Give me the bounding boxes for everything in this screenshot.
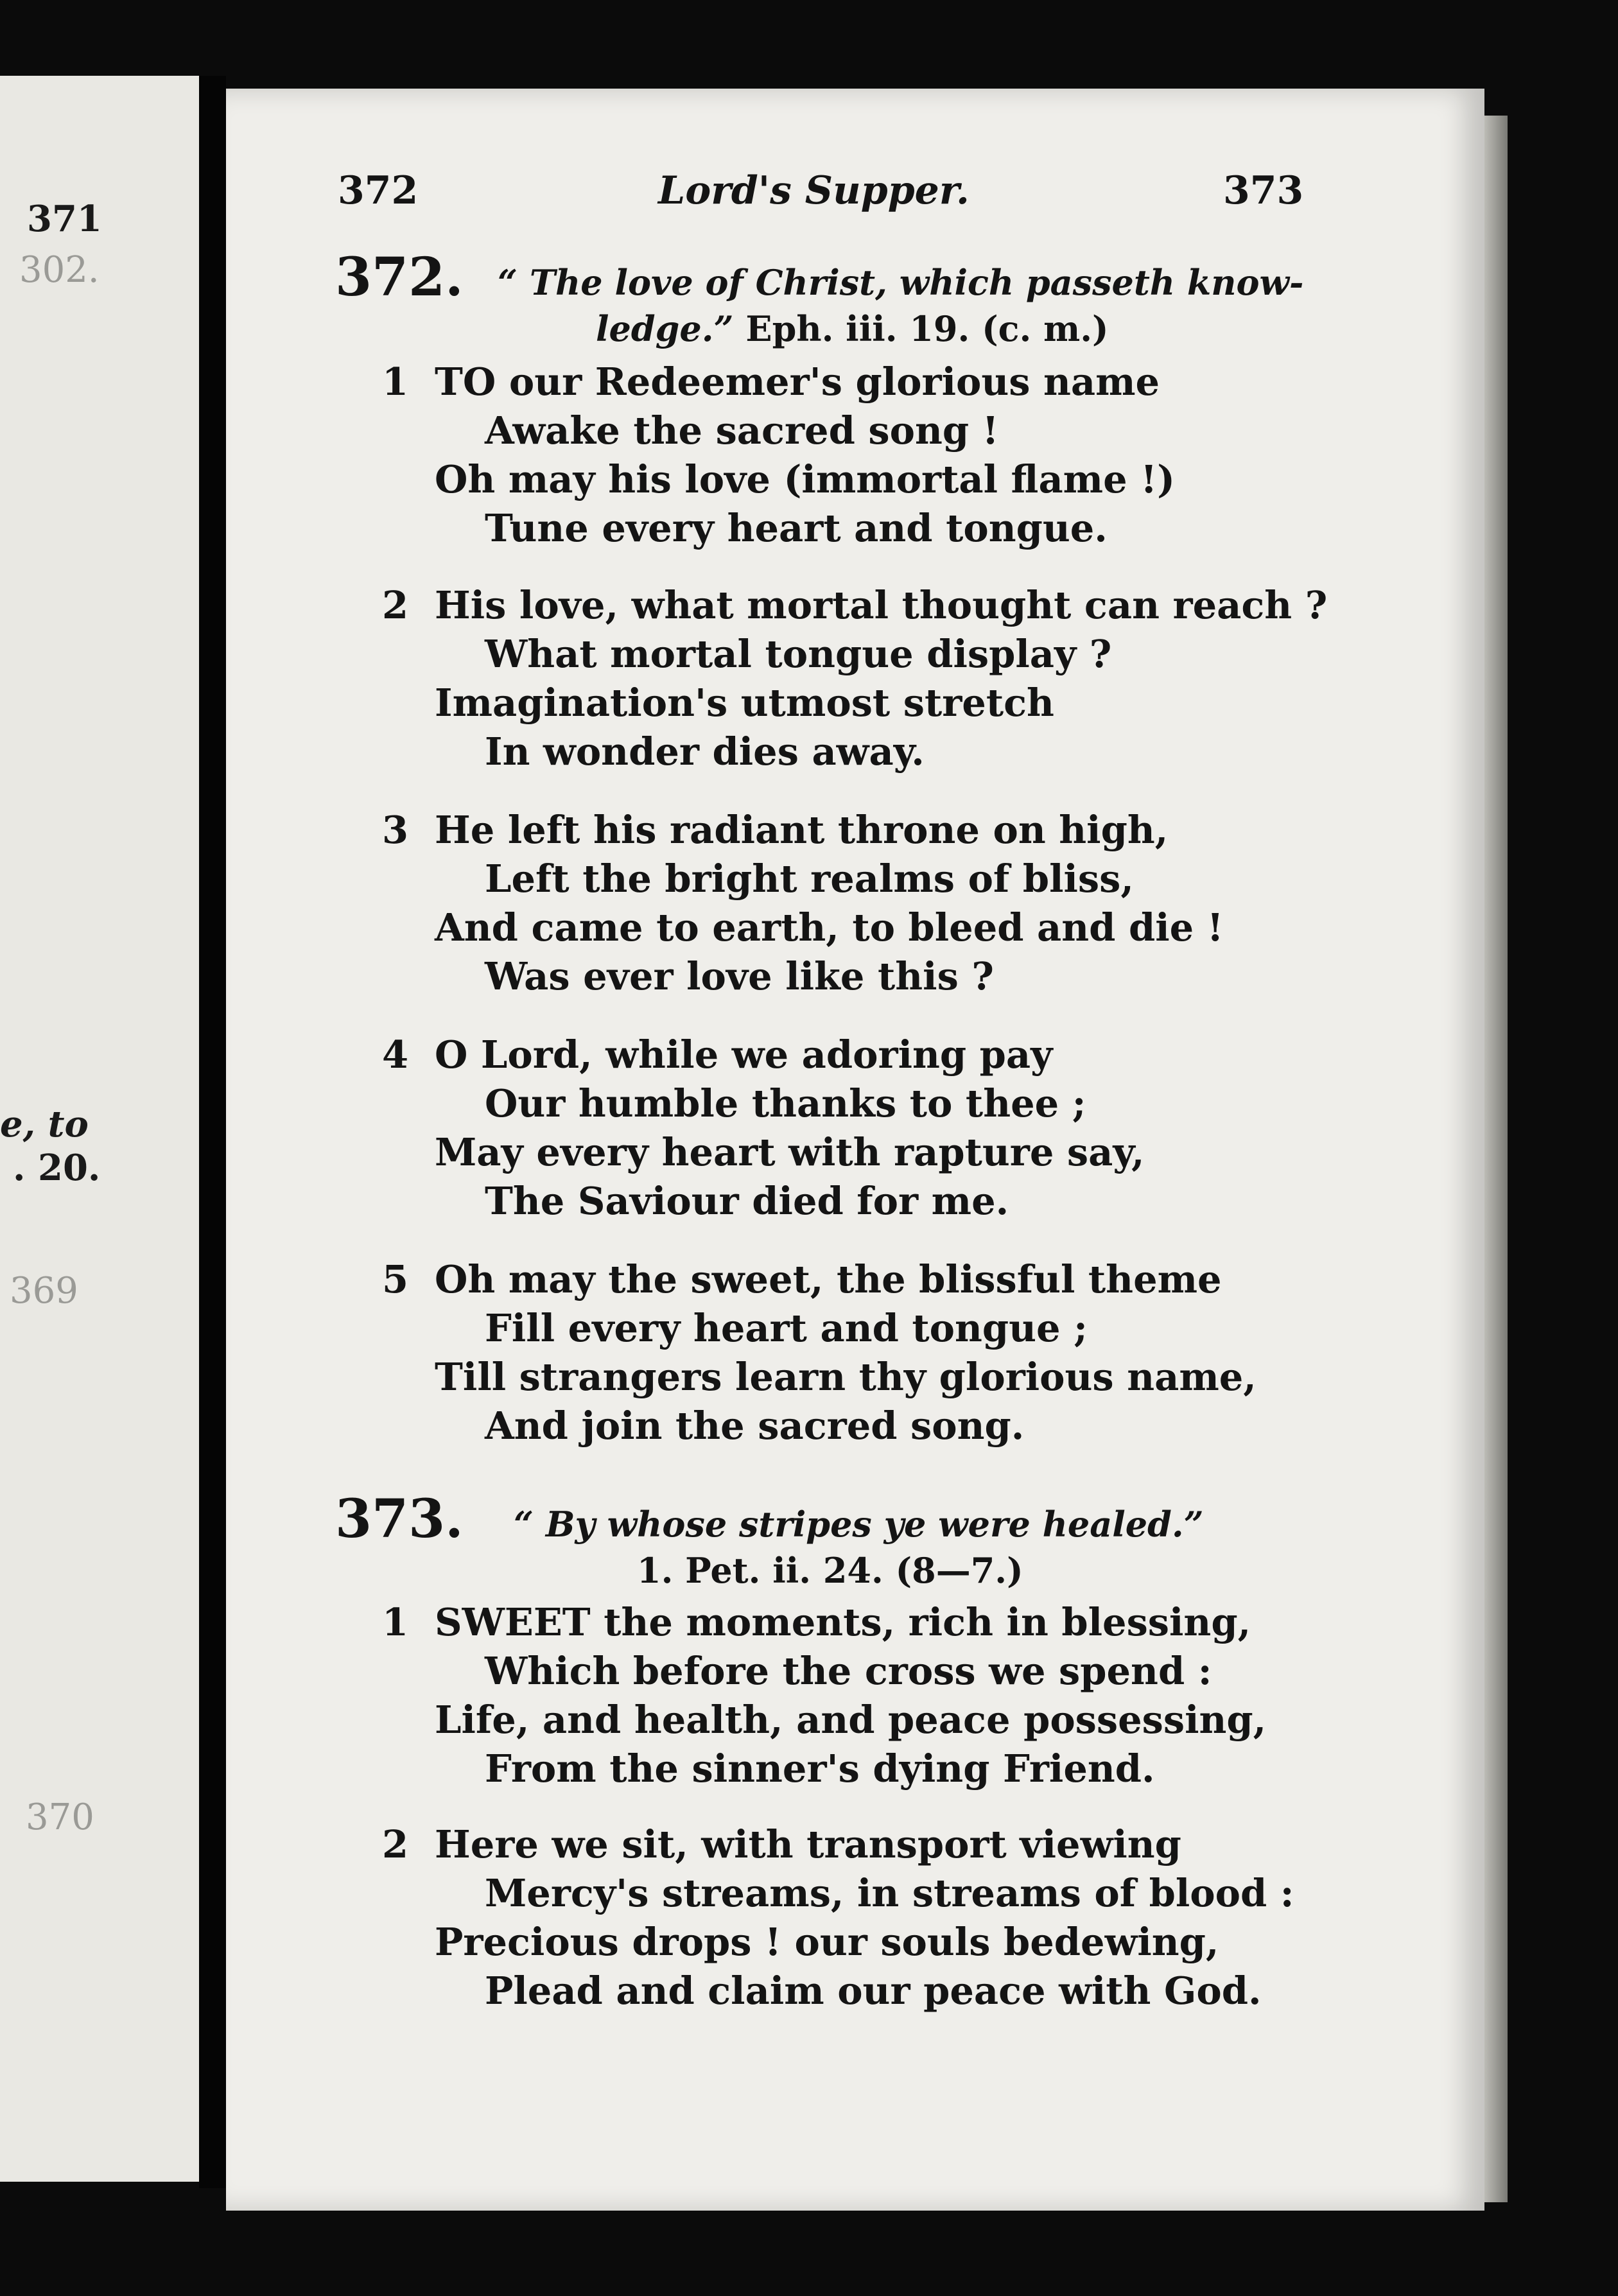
epigraph-end: ledge.” bbox=[596, 308, 734, 349]
verse-line: Left the bright realms of bliss, bbox=[485, 857, 1134, 901]
verse-line: SWEET the moments, rich in blessing, bbox=[435, 1600, 1251, 1644]
stanza-number: 5 bbox=[382, 1257, 409, 1301]
stanza-number: 2 bbox=[382, 583, 409, 627]
verse-line: And join the sacred song. bbox=[485, 1404, 1025, 1448]
verse-line: Plead and claim our peace with God. bbox=[485, 1969, 1262, 2013]
verse-line: What mortal tongue display ? bbox=[485, 632, 1112, 676]
scripture-reference: Eph. iii. 19. (c. m.) bbox=[733, 308, 1109, 349]
verse-line: O Lord, while we adoring pay bbox=[435, 1032, 1053, 1077]
verse-line: Here we sit, with transport viewing bbox=[435, 1822, 1181, 1866]
verse-line: Precious drops ! our souls bedewing, bbox=[435, 1920, 1219, 1964]
verse-line: Imagination's utmost stretch bbox=[435, 681, 1054, 725]
verse-line: Our humble thanks to thee ; bbox=[485, 1081, 1086, 1126]
hymn-reference bbox=[596, 308, 1109, 349]
verse-line: His love, what mortal thought can reach ? bbox=[435, 583, 1328, 627]
stanza-number: 2 bbox=[382, 1822, 409, 1866]
verse-line: The Saviour died for me. bbox=[485, 1179, 1009, 1223]
verse-line: Fill every heart and tongue ; bbox=[485, 1306, 1088, 1350]
verse-line: In wonder dies away. bbox=[485, 729, 925, 774]
stanza-number: 4 bbox=[382, 1032, 409, 1077]
verse-line: Oh may his love (immortal flame !) bbox=[435, 457, 1176, 501]
verse-line: From the sinner's dying Friend. bbox=[485, 1746, 1155, 1791]
left-page-ghost-text: 369 bbox=[10, 1270, 78, 1312]
left-page-fragment: e, to bbox=[0, 1103, 89, 1145]
verse-line: Was ever love like this ? bbox=[485, 954, 994, 998]
verse-line: He left his radiant throne on high, bbox=[435, 808, 1169, 852]
verse-line: Mercy's streams, in streams of blood : bbox=[485, 1871, 1294, 1915]
left-page-ghost-text: 302. bbox=[19, 249, 100, 291]
left-page-number: 372 bbox=[338, 168, 419, 213]
running-head bbox=[334, 168, 1304, 220]
left-page-number: 371 bbox=[27, 198, 102, 240]
verse-line: TO our Redeemer's glorious name bbox=[435, 360, 1160, 404]
verse-line: Tune every heart and tongue. bbox=[485, 506, 1108, 550]
verse-line: Life, and health, and peace possessing, bbox=[435, 1698, 1267, 1742]
hymn-reference bbox=[637, 1550, 1023, 1591]
verse-line: Till strangers learn thy glorious name, bbox=[435, 1355, 1257, 1399]
stanza-number: 1 bbox=[382, 360, 409, 404]
facing-page-left bbox=[0, 76, 199, 2182]
verse-line: May every heart with rapture say, bbox=[435, 1130, 1145, 1174]
hymn-number: 372. bbox=[335, 247, 464, 308]
section-title: Lord's Supper. bbox=[658, 168, 970, 213]
verse-line: Oh may the sweet, the blissful theme bbox=[435, 1257, 1222, 1301]
verse-line: And came to earth, to bleed and die ! bbox=[435, 905, 1224, 950]
hymn-epigraph: “ The love of Christ, which passeth know- bbox=[498, 262, 1304, 303]
stanza-number: 3 bbox=[382, 808, 409, 852]
book-gutter bbox=[199, 76, 226, 2188]
right-page-number: 373 bbox=[1223, 168, 1304, 213]
hymn-epigraph: “ By whose stripes ye were healed.” bbox=[514, 1504, 1204, 1545]
stanza-number: 1 bbox=[382, 1600, 409, 1644]
scripture-reference: 1. Pet. ii. 24. (8—7.) bbox=[637, 1550, 1023, 1591]
left-page-ghost-text: 370 bbox=[26, 1796, 94, 1838]
verse-line: Which before the cross we spend : bbox=[485, 1649, 1212, 1693]
hymn-number: 373. bbox=[335, 1488, 464, 1550]
verse-line: Awake the sacred song ! bbox=[485, 408, 999, 453]
left-page-fragment: . 20. bbox=[13, 1147, 101, 1189]
page-edge bbox=[1484, 116, 1508, 2202]
